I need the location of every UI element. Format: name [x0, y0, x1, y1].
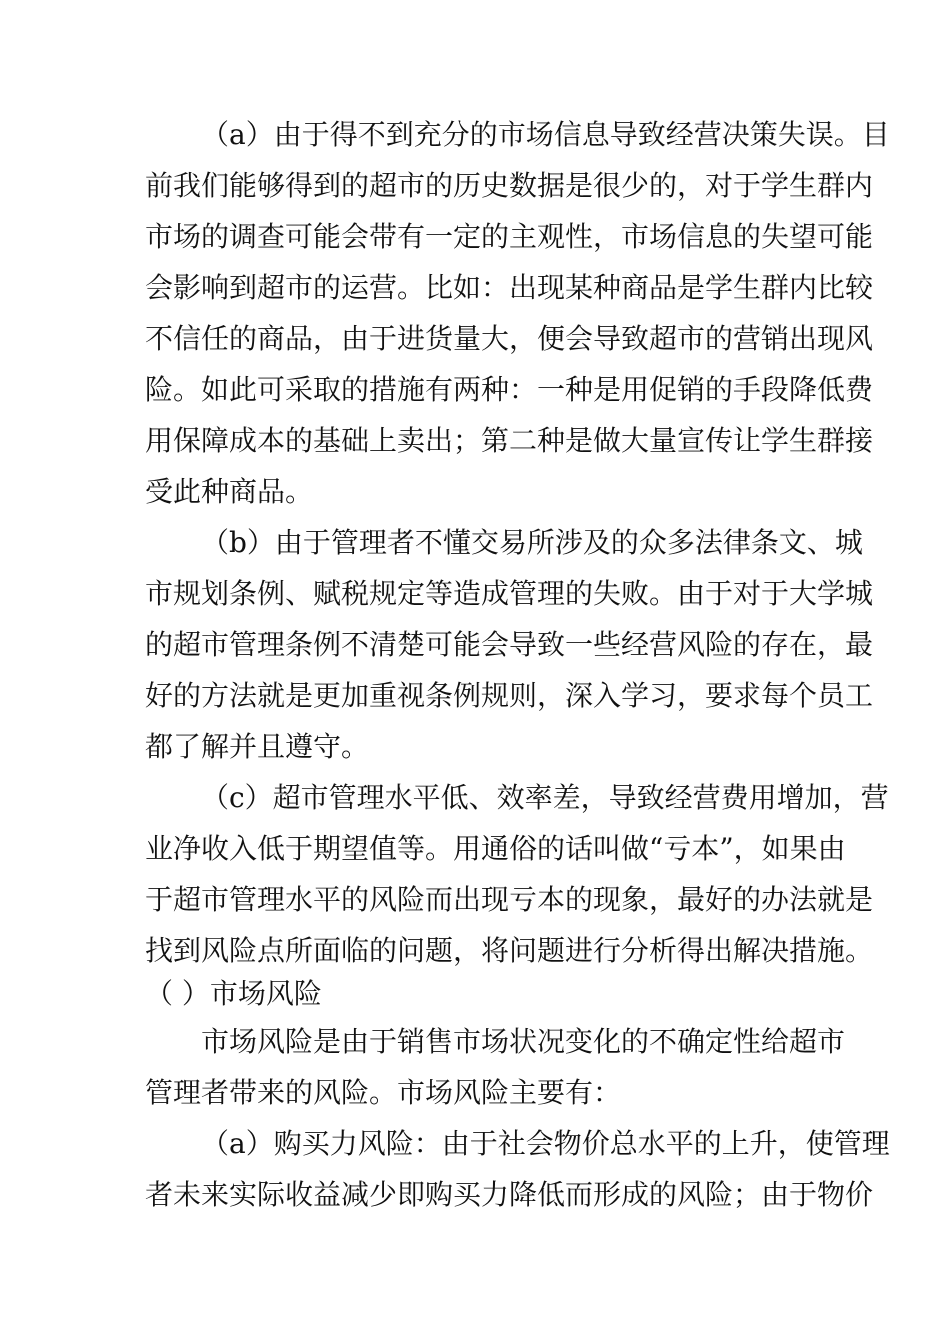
- paragraph-a-line-3: 市场的调查可能会带有一定的主观性，市场信息的失望可能: [145, 220, 874, 253]
- paragraph-b-line-1: （b）由于管理者不懂交易所涉及的众多法律条文、城: [201, 526, 863, 559]
- paragraph-market-line-2: 管理者带来的风险。市场风险主要有：: [145, 1076, 622, 1109]
- paragraph-a-line-7: 用保障成本的基础上卖出；第二种是做大量宣传让学生群接: [145, 424, 874, 457]
- paragraph-purchasing-line-2: 者未来实际收益减少即购买力降低而形成的风险；由于物价: [145, 1178, 874, 1211]
- paragraph-b-line-3: 的超市管理条例不清楚可能会导致一些经营风险的存在，最: [145, 628, 874, 661]
- paragraph-a-line-4: 会影响到超市的运营。比如：出现某种商品是学生群内比较: [145, 271, 874, 304]
- paragraph-c-line-4: 找到风险点所面临的问题，将问题进行分析得出解决措施。: [145, 934, 874, 967]
- paragraph-market-line-1: 市场风险是由于销售市场状况变化的不确定性给超市: [201, 1025, 846, 1058]
- paragraph-a-line-1: （a）由于得不到充分的市场信息导致经营决策失误。目: [201, 118, 890, 151]
- paragraph-b-line-5: 都了解并且遵守。: [145, 730, 370, 763]
- paragraph-c-line-3: 于超市管理水平的风险而出现亏本的现象，最好的办法就是: [145, 883, 874, 916]
- paragraph-b-line-2: 市规划条例、赋税规定等造成管理的失败。由于对于大学城: [145, 577, 874, 610]
- paragraph-a-line-5: 不信任的商品，由于进货量大，便会导致超市的营销出现风: [145, 322, 874, 355]
- paragraph-b-line-4: 好的方法就是更加重视条例规则，深入学习，要求每个员工: [145, 679, 874, 712]
- paragraph-c-line-1: （c）超市管理水平低、效率差，导致经营费用增加，营: [201, 781, 889, 814]
- paragraph-a-line-6: 险。如此可采取的措施有两种：一种是用促销的手段降低费: [145, 373, 874, 406]
- paragraph-a-line-8: 受此种商品。: [145, 475, 314, 508]
- section-heading-market-risk: （ ）市场风险: [145, 977, 322, 1010]
- paragraph-c-line-2: 业净收入低于期望值等。用通俗的话叫做“亏本”，如果由: [145, 832, 846, 865]
- paragraph-purchasing-line-1: （a）购买力风险：由于社会物价总水平的上升，使管理: [201, 1127, 890, 1160]
- paragraph-a-line-2: 前我们能够得到的超市的历史数据是很少的，对于学生群内: [145, 169, 874, 202]
